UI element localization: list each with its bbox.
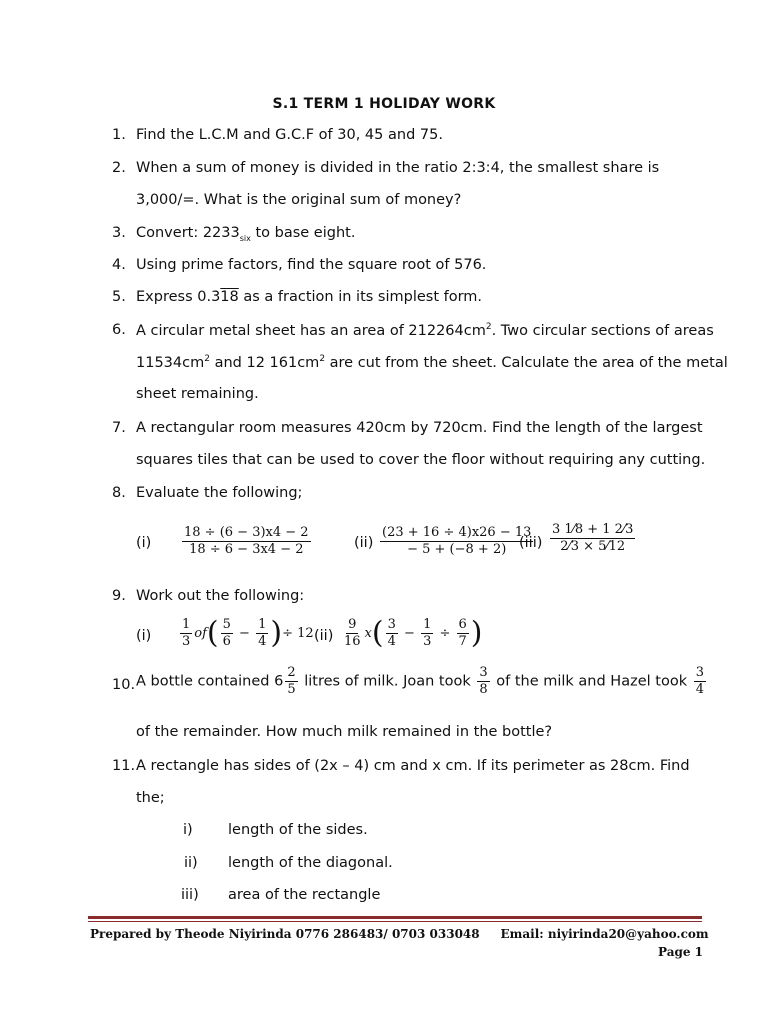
expression-9i: $\frac{1}{3}$ of( $\frac{5}{6}$ − $\frac{1}{4}$ )÷ 12 — [182, 615, 314, 651]
question-text: A bottle contained 6 $\frac{2}{5}$ litres of milk. Joan took $\frac{3}{8}$ of the milk and Hazel took $\frac{3}{4}$ — [136, 665, 704, 697]
question-number: 11. — [112, 758, 136, 774]
expression-8i: $\frac{18 \div (6 - 3)x4 - 2}{18 \div 6 - 3x4 - 2}$ — [184, 525, 309, 557]
footer-divider — [88, 916, 702, 919]
question-number: 3. — [112, 225, 126, 241]
question-number: 9. — [112, 588, 126, 604]
part-label: (ii) — [314, 628, 334, 644]
question-number: 10. — [112, 677, 136, 693]
question-number: 4. — [112, 257, 126, 273]
part-label: (iii) — [519, 535, 543, 551]
question-text: Convert: $2233_{six}$ to base eight. — [136, 225, 356, 243]
question-text: When a sum of money is divided in the ratio 2:3:4, the smallest share is — [136, 160, 660, 176]
question-10-continuation: of the remainder. How much milk remained in the bottle? — [136, 724, 553, 740]
question-text: Work out the following: — [136, 588, 305, 604]
footer-divider — [88, 921, 702, 922]
sub-item-label: iii) — [181, 887, 199, 903]
question-text: Using prime factors, find the square root of 576. — [136, 257, 487, 273]
page-number: Page 1 — [658, 945, 704, 959]
question-number: 1. — [112, 127, 126, 143]
question-number: 8. — [112, 485, 126, 501]
question-text: A rectangle has sides of (2x – 4) cm and x cm. If its perimeter as 28cm. Find — [136, 758, 690, 774]
question-number: 2. — [112, 160, 126, 176]
footer-email: Email: niyirinda20@yahoo.com — [500, 927, 709, 941]
question-text: A rectangular room measures 420cm by 720cm. Find the length of the largest — [136, 420, 703, 436]
question-number: 5. — [112, 289, 126, 305]
part-label: (i) — [136, 535, 152, 551]
question-7-continuation: squares tiles that can be used to cover the floor without requiring any cutting. — [136, 452, 706, 468]
recurring-digits: 18 — [220, 289, 239, 305]
question-text: A circular metal sheet has an area of $212264cm^2$. Two circular sections of areas — [136, 322, 714, 339]
question-6-continuation: sheet remaining. — [136, 386, 259, 402]
sub-item-text: length of the diagonal. — [228, 855, 393, 871]
question-2-continuation: 3,000/=. What is the original sum of money? — [136, 192, 462, 208]
page-title: S.1 TERM 1 HOLIDAY WORK — [272, 96, 496, 112]
question-text: Find the L.C.M and G.C.F of 30, 45 and 75. — [136, 127, 443, 143]
question-text: Evaluate the following; — [136, 485, 303, 501]
question-text: Express 0.318 as a fraction in its simplest form. — [136, 289, 483, 305]
sub-item-label: i) — [183, 822, 193, 838]
question-number: 6. — [112, 322, 126, 338]
expression-8iii: $\frac{3 1⁄8 + 1 2⁄3}{2⁄3 \times 5⁄12}$ — [552, 522, 634, 554]
sub-item-text: length of the sides. — [228, 822, 368, 838]
question-6-continuation: $11534cm^2$ and 12 $161cm^2$ are cut from the sheet. Calculate the area of the metal — [136, 354, 728, 371]
part-label: (i) — [136, 628, 152, 644]
expression-8ii: $\frac{(23 + 16 \div 4)x26 - 13}{- 5 + (-8 + 2)}$ — [382, 525, 532, 557]
sub-item-label: ii) — [184, 855, 198, 871]
question-11-continuation: the; — [136, 790, 165, 806]
footer-prepared-by: Prepared by Theode Niyirinda 0776 286483/ 0703 033048 Email: niyirinda20@yahoo.com — [90, 927, 709, 941]
sub-item-text: area of the rectangle — [228, 887, 381, 903]
part-label: (ii) — [354, 535, 374, 551]
base-subscript: six — [239, 234, 251, 243]
expression-9ii: $\frac{9}{16}$ x( $\frac{3}{4}$ − $\frac{1}{3}$ ÷ $\frac{6}{7}$ ) — [344, 615, 483, 651]
question-number: 7. — [112, 420, 126, 436]
